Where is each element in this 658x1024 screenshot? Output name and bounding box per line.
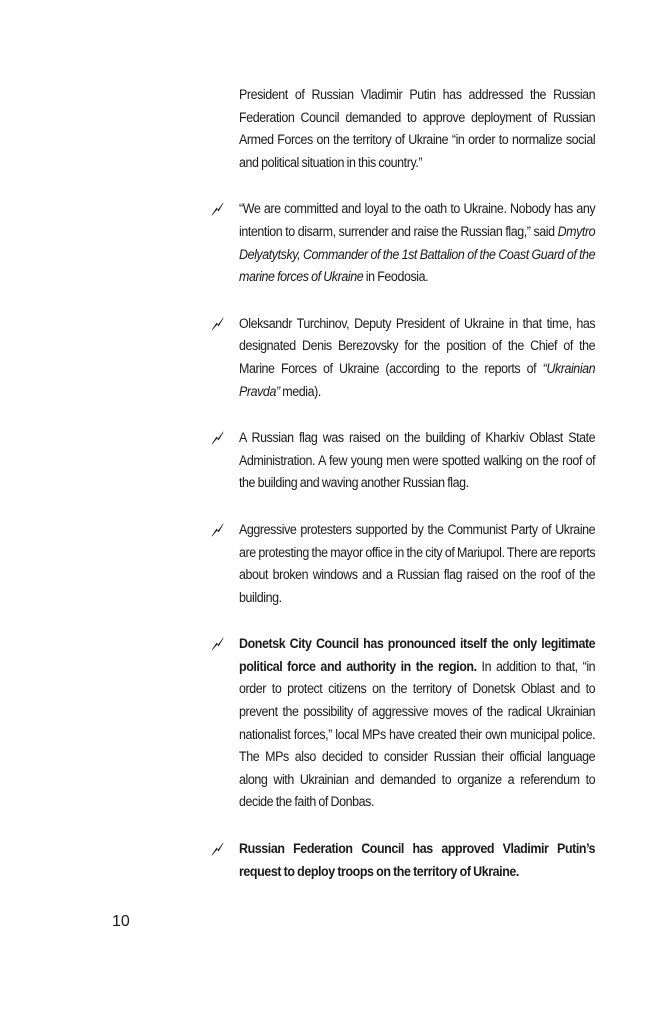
report-text-end: media). [279,383,321,399]
bullet-item-kharkiv [239,427,595,495]
paragraph-text [239,198,595,288]
lightning-bolt-icon [211,523,224,537]
lightning-bolt-icon [211,842,224,856]
paragraph-text: A Russian flag was raised on the building of Kharkiv Oblast State Administration. A few young men were spotted walking on the roof of the building and waving another Russian flag. [239,430,596,491]
paragraph-text: Russian Federation Council has approved Vladimir Putin’s request to deploy troops on the territory of Ukraine. [239,841,596,879]
paragraph-text [239,633,595,814]
report-text: Oleksandr Turchinov, Deputy President of Ukraine in that time, has designated Denis Berezovsky for the position of the Chief of the Marine Forces of Ukraine (according to the reports of [239,315,596,376]
bullet-item-turchinov [239,313,595,403]
bullet-item-mariupol [239,519,595,609]
bullet-item-coast-guard [239,198,595,288]
quote-text: “We are committed and loyal to the oath to Ukraine. Nobody has any intention to disarm, surrender and raise the Russian flag,” said [239,201,596,239]
paragraph-putin-address [239,84,595,174]
lightning-bolt-icon [211,202,224,216]
media-name: “Ukrainian Pravda” [239,360,596,399]
location-text: in Feodosia. [363,269,429,285]
paragraph-text: President of Russian Vladimir Putin has addressed the Russian Federation Council demanded to approve deployment of Russian Armed Forces on the territory of Ukraine “in order to normalize social and political situation in this country.” [239,87,596,170]
paragraph-text: Aggressive protesters supported by the Communist Party of Ukraine are protesting the mayor office in the city of Mariupol. There are reports about broken windows and a Russian flag raised on the roof of the building. [239,521,596,605]
speaker-attribution: Dmytro Delyatytsky, Commander of the 1st Battalion of the Coast Guard of the marine forces of Ukraine [239,223,596,285]
paragraph-text [239,313,595,403]
lightning-bolt-icon [211,431,224,445]
page-number: 10 [112,913,130,930]
lightning-bolt-icon [211,317,224,331]
bullet-item-donetsk [239,633,595,814]
lightning-bolt-icon [211,637,224,651]
body-text: In addition to that, “in order to protect citizens on the territory of Donetsk Oblast and to prevent the possibility of aggressive moves of the radical Ukrainian nationalist forces,” local MPs have created their own municipal police. The MPs also decided to consider Russian their official language along with Ukrainian and demanded to organize a referendum to decide the faith of Donbas. [239,658,596,810]
bullet-item-federation-council [239,838,595,883]
headline-text: Donetsk City Council has pronounced itself the only legitimate political force and authority in the region. [239,636,596,674]
document-body [239,84,595,907]
